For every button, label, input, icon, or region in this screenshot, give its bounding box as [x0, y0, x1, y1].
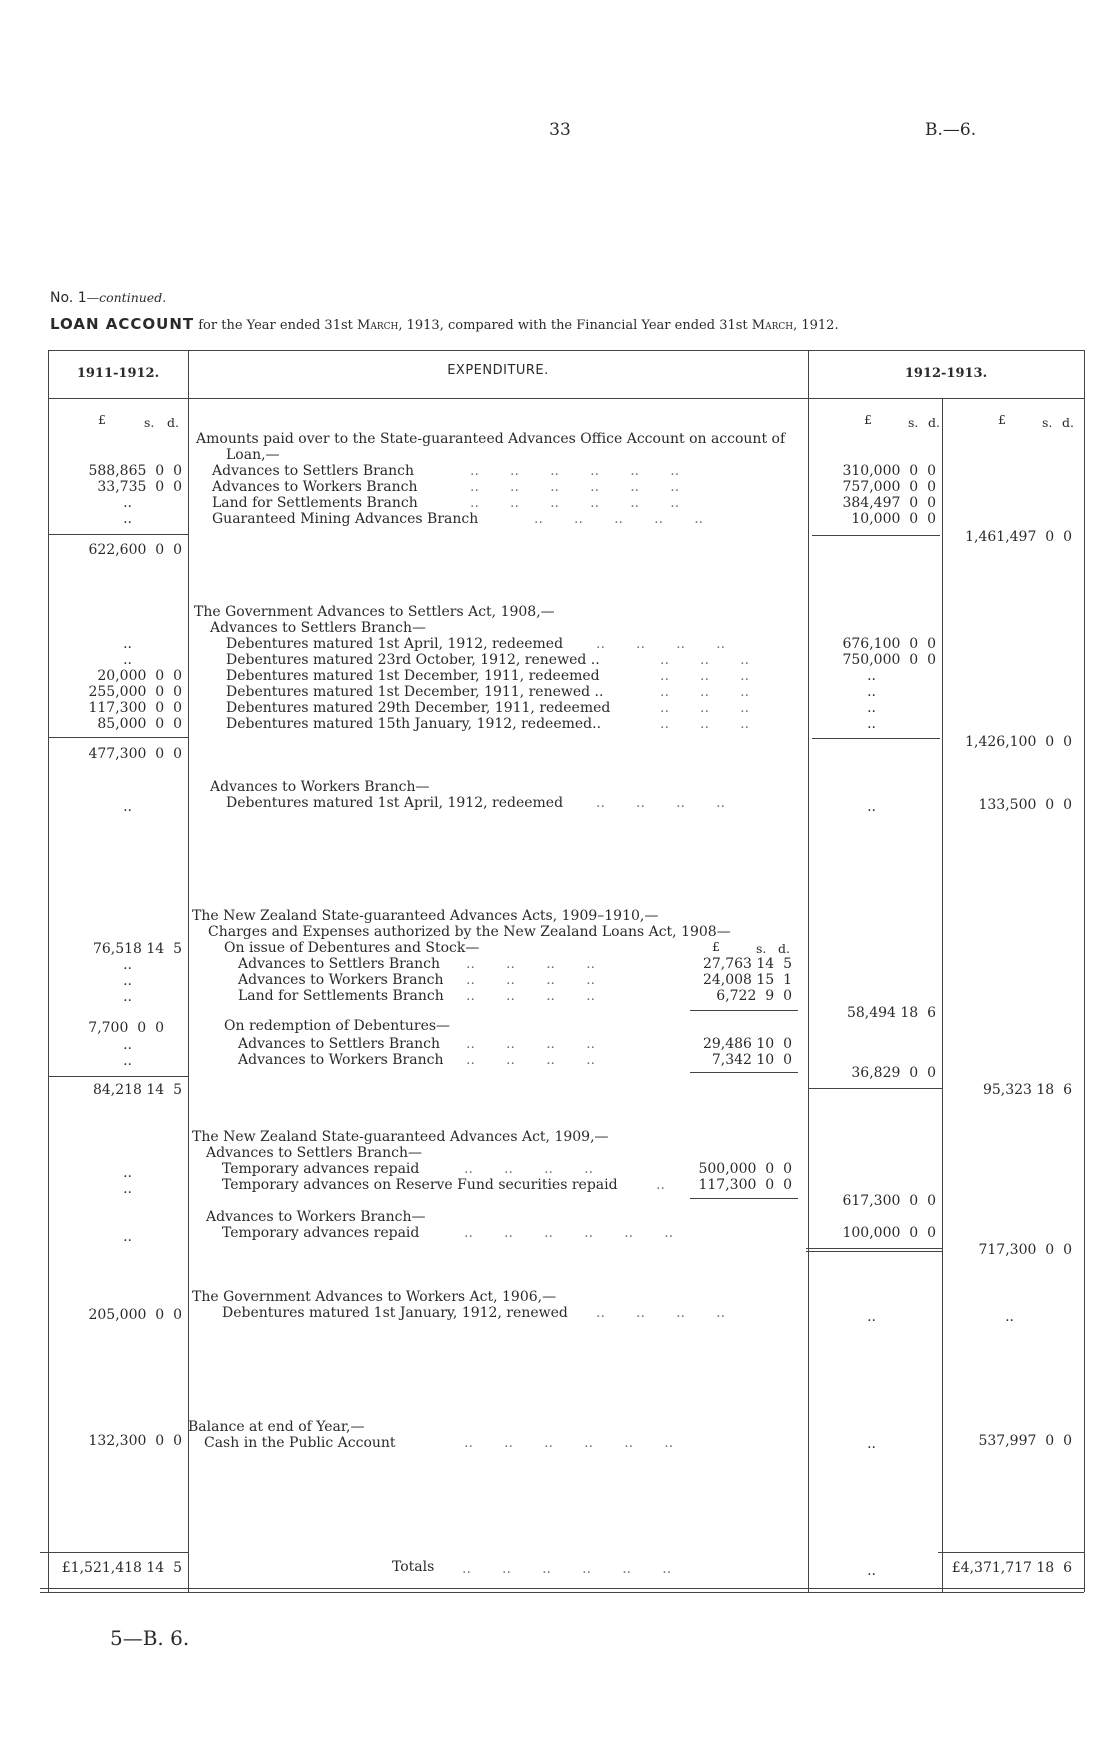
sec3-right-total: 95,323 18 6	[982, 1082, 1072, 1098]
sec2-workers-item: Debentures matured 1st April, 1912, redeemed	[226, 795, 564, 811]
sec2-mid-value: ..	[867, 700, 876, 716]
sec2-left-value: 117,300 0 0	[88, 700, 182, 716]
table-top-rule	[48, 350, 1084, 351]
leader-dots: .. .. .. ..	[596, 1305, 726, 1321]
sec3-issue-amount: 24,008 15 1	[702, 972, 792, 988]
sec3-redemption-rule	[690, 1072, 798, 1073]
sec4-item-amount: 500,000 0 0	[698, 1161, 792, 1177]
page-number: 33	[549, 120, 571, 140]
left-shilling-header: s.	[144, 415, 155, 430]
sec4-settlers-total: 617,300 0 0	[842, 1193, 936, 1209]
sec1-mid-value: 384,497 0 0	[842, 495, 936, 511]
mid-pence-header: d.	[928, 415, 940, 430]
sec2-workers-mid: ..	[867, 799, 876, 815]
sec1-heading-cont: Loan,—	[226, 447, 280, 463]
sec2-left-total: 477,300 0 0	[88, 746, 182, 762]
sec1-item-label: Guaranteed Mining Advances Branch	[212, 511, 479, 527]
sec1-item-label: Advances to Settlers Branch	[212, 463, 415, 479]
sec2-right-total: 1,426,100 0 0	[965, 734, 1072, 750]
header-bottom-rule	[48, 398, 1084, 399]
sec3-left-rule	[48, 1076, 188, 1077]
sec3-issue-left: 76,518 14 5	[92, 941, 182, 957]
leader-dots: .. .. .. ..	[596, 636, 726, 652]
sec2-heading: The Government Advances to Settlers Act, 1908,—	[194, 604, 555, 620]
leader-dots: .. .. .. ..	[466, 988, 596, 1004]
left-column-divider	[188, 350, 189, 1592]
sec5-item: Debentures matured 1st January, 1912, renewed	[222, 1305, 568, 1321]
sec1-mid-value: 310,000 0 0	[842, 463, 936, 479]
sec3-issue-heading: On issue of Debentures and Stock—	[224, 940, 480, 956]
sec4-item-label: Temporary advances on Reserve Fund securities repaid	[222, 1177, 618, 1193]
sec5-left-value: 205,000 0 0	[88, 1307, 182, 1323]
sec4-mid-rule	[806, 1248, 942, 1249]
sec5-right-value: ..	[1005, 1309, 1014, 1325]
totals-mid-value: ..	[867, 1563, 876, 1579]
table-left-border	[48, 350, 49, 1592]
leader-dots: .. .. .. .. .. ..	[470, 463, 680, 479]
totals-right-value: £4,371,717 18 6	[951, 1560, 1072, 1576]
sec1-item-label: Advances to Workers Branch	[212, 479, 418, 495]
account-subtitle-c: , 1912.	[793, 318, 839, 333]
sec3-pence-header: d.	[778, 941, 790, 956]
sec4-mid-double-rule	[806, 1251, 942, 1252]
sec6-left-value: 132,300 0 0	[88, 1433, 182, 1449]
right-column-divider	[808, 350, 809, 1592]
sec1-left-rule	[48, 534, 188, 535]
sec3-redemption-left-value: ..	[123, 1037, 132, 1053]
sec3-issue-amount: 6,722 9 0	[716, 988, 792, 1004]
sec2-item-label: Debentures matured 1st December, 1911, renewed ..	[226, 684, 604, 700]
sec4-item-label: Temporary advances repaid	[222, 1161, 420, 1177]
schedule-number: No. 1	[50, 290, 87, 306]
table-right-border	[1084, 350, 1085, 1592]
account-subtitle-a: for the Year ended 31st	[198, 318, 353, 333]
sec2-mid-value: ..	[867, 716, 876, 732]
right-pence-header: d.	[1062, 415, 1074, 430]
account-title: LOAN ACCOUNT	[50, 315, 195, 333]
leader-dots: .. .. ..	[660, 652, 750, 668]
sec1-left-value: ..	[123, 495, 132, 511]
sec1-left-value: 588,865 0 0	[88, 463, 182, 479]
sec1-mid-value: 757,000 0 0	[842, 479, 936, 495]
sec2-item-label: Debentures matured 15th January, 1912, redeemed..	[226, 716, 602, 732]
sec2-left-value: 20,000 0 0	[97, 668, 182, 684]
sec2-mid-value: ..	[867, 668, 876, 684]
leader-dots: .. .. .. ..	[466, 972, 596, 988]
sec3-issue-label: Advances to Workers Branch	[238, 972, 444, 988]
totals-right-rule	[938, 1552, 1084, 1553]
paper-reference: B.—6.	[925, 120, 977, 140]
sec4-left-value: ..	[123, 1165, 132, 1181]
sec2-left-rule	[48, 737, 188, 738]
sec3-issue-label: Advances to Settlers Branch	[238, 956, 441, 972]
leader-dots: .. .. .. .. .. ..	[470, 479, 680, 495]
totals-label: Totals	[392, 1559, 435, 1575]
column-header-expenditure: EXPENDITURE.	[447, 363, 549, 378]
sec3-redemption-label: Advances to Workers Branch	[238, 1052, 444, 1068]
leader-dots: .. .. ..	[660, 716, 750, 732]
schedule-label	[50, 291, 166, 305]
totals-left-value: £1,521,418 14 5	[61, 1560, 182, 1576]
leader-dots: .. .. .. ..	[596, 795, 726, 811]
sec3-issue-total: 58,494 18 6	[846, 1005, 936, 1021]
sec3-issue-left-value: ..	[123, 973, 132, 989]
sec3-shilling-header: s.	[756, 941, 767, 956]
sec3-redemption-left-value: ..	[123, 1053, 132, 1069]
month-a: March	[357, 318, 399, 333]
mid-pound-header: £	[864, 412, 872, 427]
sec4-workers-left: ..	[123, 1229, 132, 1245]
sec3-sub: Charges and Expenses authorized by the New Zealand Loans Act, 1908—	[208, 924, 731, 940]
sec3-issue-label: Land for Settlements Branch	[238, 988, 444, 1004]
leader-dots: .. .. ..	[660, 684, 750, 700]
leader-dots: .. .. .. .. .. ..	[464, 1225, 674, 1241]
leader-dots: .. .. .. ..	[466, 1052, 596, 1068]
right-subcolumn-divider	[942, 398, 943, 1592]
sec3-redemption-left: 7,700 0 0	[88, 1020, 164, 1036]
signature-mark: 5—B. 6.	[110, 1626, 190, 1650]
sec1-mid-rule	[812, 535, 940, 536]
leader-dots: .. .. .. .. ..	[534, 511, 704, 527]
sec2-mid-value: 676,100 0 0	[842, 636, 936, 652]
account-heading	[50, 317, 839, 332]
sec2-sub: Advances to Settlers Branch—	[210, 620, 427, 636]
leader-dots: .. .. .. .. .. ..	[462, 1561, 672, 1577]
leader-dots: .. .. .. ..	[466, 1036, 596, 1052]
sec2-mid-rule	[812, 738, 940, 739]
sec1-left-value: ..	[123, 511, 132, 527]
left-pence-header: d.	[167, 415, 179, 430]
sec2-mid-value: 750,000 0 0	[842, 652, 936, 668]
sec6-mid-value: ..	[867, 1436, 876, 1452]
sec1-right-total: 1,461,497 0 0	[965, 529, 1072, 545]
leader-dots: .. .. .. ..	[464, 1161, 594, 1177]
leader-dots: ..	[656, 1177, 665, 1193]
sec2-left-value: ..	[123, 636, 132, 652]
sec2-left-value: ..	[123, 652, 132, 668]
sec2-workers-left: ..	[123, 799, 132, 815]
right-pound-header: £	[998, 412, 1006, 427]
sec6-heading: Balance at end of Year,—	[188, 1419, 365, 1435]
sec2-left-value: 255,000 0 0	[88, 684, 182, 700]
leader-dots: .. .. .. ..	[466, 956, 596, 972]
account-subtitle-b: , 1913, compared with the Financial Year ended 31st	[398, 318, 748, 333]
sec1-left-value: 33,735 0 0	[97, 479, 182, 495]
sec1-heading: Amounts paid over to the State-guaranteed Advances Office Account on account of	[196, 431, 786, 447]
leader-dots: .. .. .. .. .. ..	[470, 495, 680, 511]
totals-left-rule	[40, 1552, 188, 1553]
sec3-issue-rule	[690, 1010, 798, 1011]
sec2-workers-heading: Advances to Workers Branch—	[210, 779, 430, 795]
sec5-mid-value: ..	[867, 1309, 876, 1325]
sec3-issue-left-value: ..	[123, 957, 132, 973]
left-pound-header: £	[98, 412, 106, 427]
month-b: March	[751, 318, 794, 333]
sec2-workers-right: 133,500 0 0	[978, 797, 1072, 813]
sec4-sub: Advances to Settlers Branch—	[206, 1145, 423, 1161]
sec4-workers-item: Temporary advances repaid	[222, 1225, 420, 1241]
sec3-redemption-label: Advances to Settlers Branch	[238, 1036, 441, 1052]
sec2-item-label: Debentures matured 29th December, 1911, redeemed	[226, 700, 611, 716]
right-shilling-header: s.	[1042, 415, 1053, 430]
sec3-heading: The New Zealand State-guaranteed Advances Acts, 1909–1910,—	[192, 908, 659, 924]
sec4-right-total: 717,300 0 0	[978, 1242, 1072, 1258]
column-header-1911-1912: 1911-1912.	[76, 366, 160, 381]
table-bottom-double-rule	[40, 1592, 1084, 1593]
column-header-1912-1913: 1912-1913.	[904, 366, 988, 381]
sec6-right-value: 537,997 0 0	[978, 1433, 1072, 1449]
sec3-redemption-heading: On redemption of Debentures—	[224, 1018, 451, 1034]
sec5-heading: The Government Advances to Workers Act, 1906,—	[192, 1289, 557, 1305]
sec4-workers-mid: 100,000 0 0	[842, 1225, 936, 1241]
leader-dots: .. .. ..	[660, 700, 750, 716]
sec4-item-amount: 117,300 0 0	[698, 1177, 792, 1193]
sec3-redemption-amount: 29,486 10 0	[702, 1036, 792, 1052]
sec4-left-value: ..	[123, 1181, 132, 1197]
sec3-pound-header: £	[712, 939, 720, 954]
table-bottom-rule	[40, 1588, 1084, 1589]
sec1-mid-value: 10,000 0 0	[851, 511, 936, 527]
sec6-item: Cash in the Public Account	[204, 1435, 396, 1451]
sec3-redemption-amount: 7,342 10 0	[711, 1052, 792, 1068]
schedule-suffix: —continued.	[86, 290, 167, 305]
mid-shilling-header: s.	[908, 415, 919, 430]
sec2-left-value: 85,000 0 0	[97, 716, 182, 732]
sec4-item-rule	[690, 1198, 798, 1199]
leader-dots: .. .. .. .. .. ..	[464, 1435, 674, 1451]
sec4-workers-heading: Advances to Workers Branch—	[206, 1209, 426, 1225]
sec3-mid-rule	[808, 1088, 942, 1089]
sec1-left-total: 622,600 0 0	[88, 542, 182, 558]
sec2-item-label: Debentures matured 1st April, 1912, redeemed	[226, 636, 564, 652]
sec3-left-total: 84,218 14 5	[92, 1082, 182, 1098]
sec4-heading: The New Zealand State-guaranteed Advances Act, 1909,—	[192, 1129, 609, 1145]
sec3-issue-left-value: ..	[123, 989, 132, 1005]
sec3-issue-amount: 27,763 14 5	[702, 956, 792, 972]
sec2-mid-value: ..	[867, 684, 876, 700]
sec2-item-label: Debentures matured 1st December, 1911, redeemed	[226, 668, 600, 684]
sec2-item-label: Debentures matured 23rd October, 1912, renewed ..	[226, 652, 600, 668]
sec3-redemption-total: 36,829 0 0	[851, 1065, 936, 1081]
sec1-item-label: Land for Settlements Branch	[212, 495, 418, 511]
leader-dots: .. .. ..	[660, 668, 750, 684]
